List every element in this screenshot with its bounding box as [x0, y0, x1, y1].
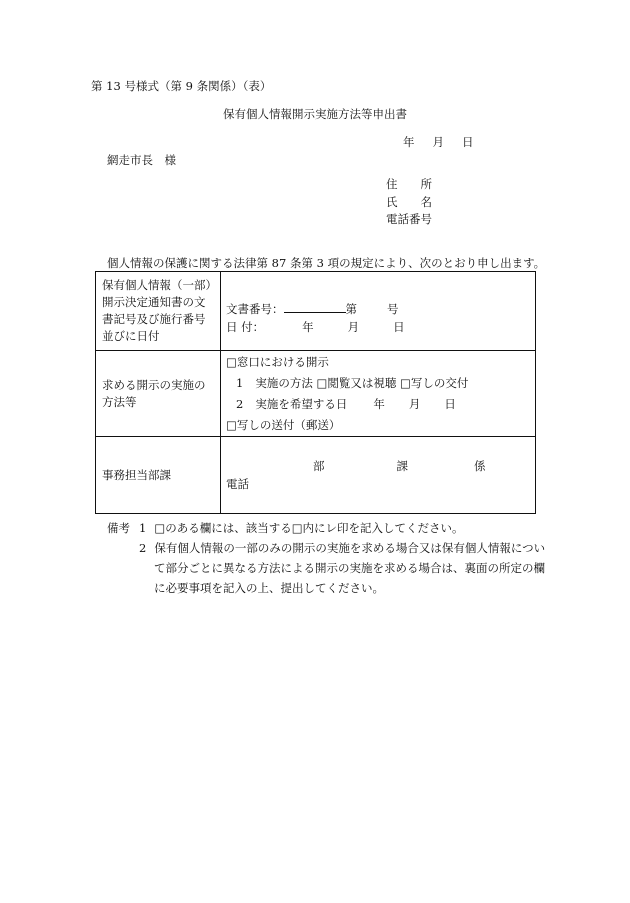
table-row-method: [96, 351, 536, 437]
window-disclosure-option[interactable]: □窓口における開示: [226, 355, 329, 369]
date-day: 日: [462, 135, 474, 149]
notice-value[interactable]: [221, 272, 536, 351]
document-title: 保有個人情報開示実施方法等申出書: [223, 107, 407, 121]
remarks: [107, 518, 545, 598]
remarks-item-2-cont-1: て部分ごとに異なる方法による開示の実施を求める場合は、裏面の所定の欄: [154, 561, 545, 575]
office-division-line: 部 課 係: [313, 459, 486, 473]
submission-date: [403, 137, 474, 149]
notice-date-line: 日 付： 年 月 日: [226, 320, 405, 334]
office-phone: 電話: [226, 477, 249, 491]
remarks-item-2: 2 保有個人情報の一部のみの開示の実施を求める場合又は保有個人情報につい: [139, 541, 546, 555]
office-value[interactable]: [221, 437, 536, 514]
request-form-table: [95, 271, 536, 514]
table-row-notice: [96, 272, 536, 351]
applicant-address-label: 住 所: [386, 177, 432, 191]
remarks-item-1: 備考 1 □のある欄には、該当する□内にレ印を記入してください。: [107, 521, 464, 535]
method-line: 1 実施の方法 □閲覧又は視聴 □写しの交付: [236, 376, 469, 390]
table-row-office: [96, 437, 536, 514]
preferred-date-line: 2 実施を希望する日 年 月 日: [236, 397, 456, 411]
office-label: 事務担当部課: [96, 437, 221, 514]
method-value[interactable]: [221, 351, 536, 437]
mail-copy-option[interactable]: □写しの送付（郵送）: [226, 418, 341, 432]
doc-number-line: 文書番号： 第 号: [226, 302, 399, 316]
notice-label: 保有個人情報（一部） 開示決定通知書の文 書記号及び施行番号 並びに日付: [96, 272, 221, 351]
form-number: 第 13 号様式（第 9 条関係）（表）: [91, 79, 272, 93]
applicant-phone-label: 電話番号: [386, 212, 432, 226]
method-label: 求める開示の実施の 方法等: [96, 351, 221, 437]
remarks-item-2-cont-2: に必要事項を記入の上、提出してください。: [154, 581, 384, 595]
intro-statement: 個人情報の保護に関する法律第 87 条第 3 項の規定により、次のとおり申し出ます。: [107, 256, 546, 270]
applicant-name-label: 氏 名: [386, 195, 432, 209]
addressee: 網走市長 様: [107, 153, 176, 167]
method-options[interactable]: 実施の方法 □閲覧又は視聴 □写しの交付: [255, 376, 469, 390]
date-month: 月: [432, 135, 444, 149]
doc-number-blank[interactable]: [284, 302, 346, 313]
date-year: 年: [403, 135, 415, 149]
